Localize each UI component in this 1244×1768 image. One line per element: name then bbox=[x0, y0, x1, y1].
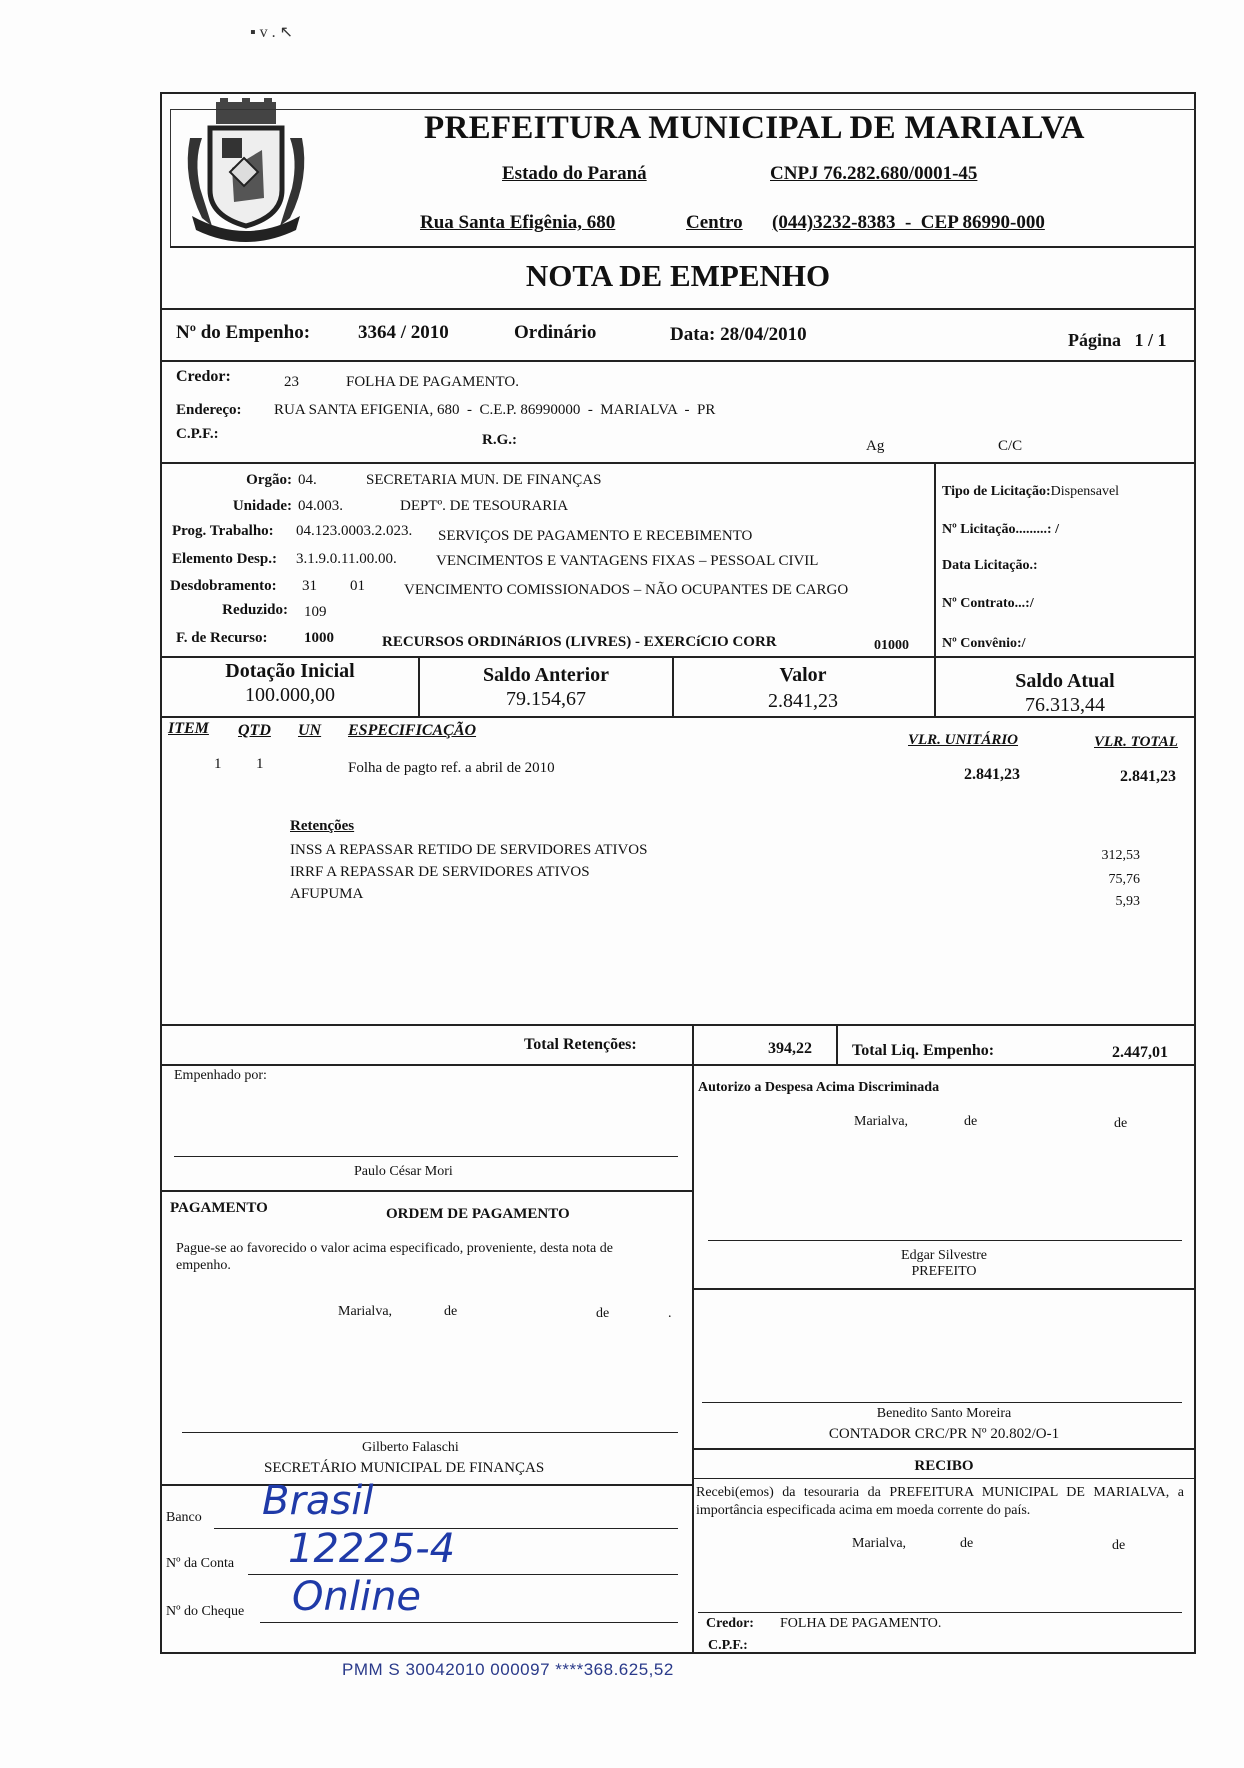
empenho-type: Ordinário bbox=[514, 322, 597, 343]
banco-handwritten: Brasil bbox=[262, 1478, 374, 1524]
fonte-code: 1000 bbox=[304, 630, 334, 646]
prog-code: 04.123.0003.2.023. bbox=[296, 523, 413, 539]
header-cnpj: CNPJ 76.282.680/0001-45 bbox=[770, 163, 978, 184]
cc-label: C/C bbox=[998, 438, 1023, 454]
contador-signature-line bbox=[702, 1402, 1182, 1403]
orgao-desc: SECRETARIA MUN. DE FINANÇAS bbox=[366, 472, 602, 488]
valor-value: 2.841,23 bbox=[768, 690, 838, 712]
recibo-title: RECIBO bbox=[914, 1458, 974, 1474]
cheque-label: Nº do Cheque bbox=[166, 1604, 245, 1619]
prefeito-role: PREFEITO bbox=[911, 1264, 977, 1279]
fonte-label: F. de Recurso: bbox=[176, 630, 268, 646]
num-licitacao: Nº Licitação.........: / bbox=[942, 522, 1059, 537]
total-retencoes-value: 394,22 bbox=[768, 1040, 812, 1057]
recibo-credor-name: FOLHA DE PAGAMENTO. bbox=[780, 1616, 942, 1631]
cpf-label: C.P.F.: bbox=[176, 426, 219, 442]
num-convenio: Nº Convênio:/ bbox=[942, 636, 1026, 651]
bottom-stamp: PMM S 30042010 000097 ****368.625,52 bbox=[342, 1660, 674, 1679]
item-1-qtd: 1 bbox=[256, 756, 264, 772]
desd-desc: VENCIMENTO COMISSIONADOS – NÃO OCUPANTES DE CARGO bbox=[404, 582, 849, 598]
conta-handwritten: 12225-4 bbox=[288, 1526, 456, 1572]
header-title: PREFEITURA MUNICIPAL DE MARIALVA bbox=[424, 110, 1085, 146]
header-estado: Estado do Paraná bbox=[502, 163, 647, 184]
item-1-desc: Folha de pagto ref. a abril de 2010 bbox=[348, 760, 555, 776]
secretario-name: Gilberto Falaschi bbox=[362, 1440, 459, 1455]
total-retencoes-label: Total Retenções: bbox=[524, 1036, 637, 1053]
contador-name: Benedito Santo Moreira bbox=[876, 1406, 1012, 1421]
recibo-signature-line bbox=[698, 1612, 1182, 1613]
retencao-1-desc: INSS A REPASSAR RETIDO DE SERVIDORES ATIVOS bbox=[290, 842, 648, 858]
recibo-city: Marialva, bbox=[852, 1536, 907, 1551]
saldo-anterior-value: 79.154,67 bbox=[506, 688, 586, 710]
retencao-2-value: 75,76 bbox=[1108, 872, 1140, 887]
desd-code2: 01 bbox=[350, 578, 365, 594]
col-vlr-unit: VLR. UNITÁRIO bbox=[908, 732, 1019, 748]
col-espec: ESPECIFICAÇÃO bbox=[348, 722, 477, 739]
reduzido-label: Reduzido: bbox=[222, 602, 288, 618]
total-liq-label: Total Liq. Empenho: bbox=[852, 1042, 995, 1059]
pagamento-title: PAGAMENTO bbox=[170, 1200, 268, 1216]
item-1-unit: 2.841,23 bbox=[964, 766, 1020, 783]
empenho-date: Data: 28/04/2010 bbox=[670, 324, 807, 345]
elem-label: Elemento Desp.: bbox=[172, 551, 277, 567]
empenhado-label: Empenhado por: bbox=[174, 1068, 267, 1083]
saldo-anterior-label: Saldo Anterior bbox=[482, 664, 610, 686]
prefeito-signature-line bbox=[708, 1240, 1182, 1241]
recibo-de2: de bbox=[1112, 1538, 1126, 1553]
banco-label: Banco bbox=[166, 1510, 202, 1525]
empenhado-signature-line bbox=[174, 1156, 678, 1157]
saldo-atual-label: Saldo Atual bbox=[1015, 670, 1115, 692]
unidade-desc: DEPTº. DE TESOURARIA bbox=[400, 498, 569, 514]
right-city: Marialva, bbox=[854, 1114, 909, 1129]
corner-marks: ▪ v . ↖ bbox=[250, 24, 294, 41]
coat-of-arms-logo bbox=[172, 98, 320, 248]
prog-desc: SERVIÇOS DE PAGAMENTO E RECEBIMENTO bbox=[438, 528, 753, 544]
prefeito-name: Edgar Silvestre bbox=[901, 1248, 987, 1263]
retencao-3-value: 5,93 bbox=[1115, 894, 1140, 909]
empenho-label: Nº do Empenho: bbox=[176, 322, 311, 343]
item-1-item: 1 bbox=[214, 756, 222, 772]
contador-role: CONTADOR CRC/PR Nº 20.802/O-1 bbox=[828, 1426, 1060, 1442]
rg-label: R.G.: bbox=[482, 432, 517, 448]
conta-label: Nº da Conta bbox=[166, 1556, 235, 1571]
credor-label: Credor: bbox=[176, 368, 231, 385]
doc-title: NOTA DE EMPENHO bbox=[525, 258, 831, 293]
empenho-number: 3364 / 2010 bbox=[358, 322, 449, 343]
secretario-signature-line bbox=[182, 1432, 678, 1433]
elem-desc: VENCIMENTOS E VANTAGENS FIXAS – PESSOAL CIVIL bbox=[436, 553, 819, 569]
num-contrato: Nº Contrato...:/ bbox=[942, 596, 1034, 611]
page-number: Página 1 / 1 bbox=[1068, 330, 1167, 350]
tipo-licitacao-value: Dispensavel bbox=[1050, 484, 1120, 499]
right-de2: de bbox=[1114, 1116, 1128, 1131]
credor-name: FOLHA DE PAGAMENTO. bbox=[346, 374, 519, 390]
header-centro: Centro bbox=[686, 212, 743, 233]
dotacao-label: Dotação Inicial bbox=[225, 660, 355, 682]
retencoes-title: Retenções bbox=[290, 818, 355, 834]
fonte-code2: 01000 bbox=[874, 638, 909, 653]
unidade-label: Unidade: bbox=[232, 498, 292, 514]
orgao-code: 04. bbox=[298, 472, 317, 488]
endereco-value: RUA SANTA EFIGENIA, 680 - C.E.P. 86990000 - MARIALVA - PR bbox=[274, 402, 716, 418]
retencao-3-desc: AFUPUMA bbox=[290, 886, 364, 902]
left-de1: de bbox=[444, 1304, 458, 1319]
col-qtd: QTD bbox=[238, 722, 271, 739]
item-1-total: 2.841,23 bbox=[1120, 768, 1176, 785]
empenhado-name: Paulo César Mori bbox=[354, 1164, 453, 1179]
tipo-licitacao: Tipo de Licitação:Dispensavel bbox=[942, 484, 1120, 499]
col-vlr-total: VLR. TOTAL bbox=[1094, 734, 1178, 750]
left-dot: . bbox=[668, 1306, 672, 1321]
elem-code: 3.1.9.0.11.00.00. bbox=[296, 551, 397, 567]
cheque-handwritten: Online bbox=[292, 1574, 422, 1620]
desd-label: Desdobramento: bbox=[170, 578, 277, 594]
ordem-title: ORDEM DE PAGAMENTO bbox=[386, 1206, 570, 1222]
total-liq-value: 2.447,01 bbox=[1112, 1044, 1168, 1061]
prog-label: Prog. Trabalho: bbox=[172, 523, 274, 539]
pague-text: Pague-se ao favorecido o valor acima especificado, proveniente, desta nota de empenho. bbox=[176, 1241, 613, 1273]
endereco-label: Endereço: bbox=[176, 402, 242, 418]
orgao-label: Orgão: bbox=[246, 472, 292, 488]
col-item: ITEM bbox=[168, 720, 209, 737]
data-licitacao: Data Licitação.: bbox=[942, 558, 1038, 573]
recibo-de1: de bbox=[960, 1536, 974, 1551]
fonte-desc: RECURSOS ORDINáRIOS (LIVRES) - EXERCíCIO CORR bbox=[382, 634, 777, 650]
left-de2: de bbox=[596, 1306, 610, 1321]
autorizo-text: Autorizo a Despesa Acima Discriminada bbox=[698, 1080, 940, 1095]
recibo-text: Recebi(emos) da tesouraria da PREFEITURA MUNICIPAL DE MARIALVA, a importância especificada acima em moeda corrente do país. bbox=[696, 1485, 1184, 1518]
header-phone-cep: (044)3232-8383 - CEP 86990-000 bbox=[772, 212, 1045, 233]
unidade-code: 04.003. bbox=[298, 498, 343, 514]
retencao-1-value: 312,53 bbox=[1101, 848, 1140, 863]
saldo-atual-value: 76.313,44 bbox=[1025, 694, 1105, 716]
recibo-credor-label: Credor: bbox=[706, 1616, 754, 1631]
recibo-cpf-label: C.P.F.: bbox=[708, 1638, 748, 1653]
col-un: UN bbox=[298, 722, 322, 739]
header-rua: Rua Santa Efigênia, 680 bbox=[420, 212, 616, 233]
reduzido-value: 109 bbox=[304, 604, 327, 620]
secretario-role: SECRETÁRIO MUNICIPAL DE FINANÇAS bbox=[264, 1460, 545, 1476]
right-de1: de bbox=[964, 1114, 978, 1129]
valor-label: Valor bbox=[779, 664, 827, 686]
ag-label: Ag bbox=[866, 438, 885, 454]
dotacao-value: 100.000,00 bbox=[245, 684, 335, 706]
left-city: Marialva, bbox=[338, 1304, 393, 1319]
retencao-2-desc: IRRF A REPASSAR DE SERVIDORES ATIVOS bbox=[290, 864, 590, 880]
desd-code1: 31 bbox=[302, 578, 317, 594]
credor-code: 23 bbox=[284, 374, 299, 390]
